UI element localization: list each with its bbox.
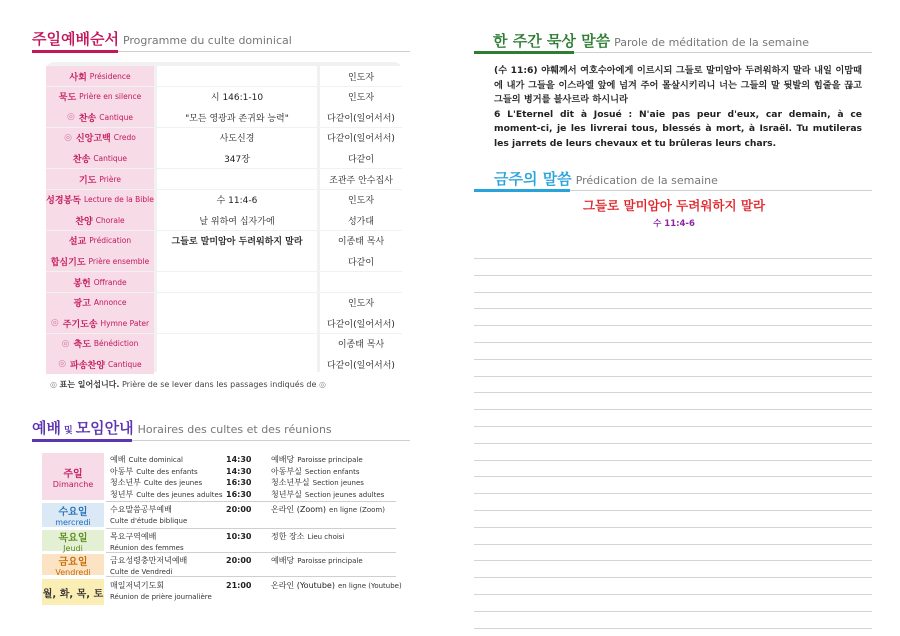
program-row-label-fr: Hymne Pater	[100, 318, 150, 328]
schedule-event-fr: Culte des jeunes adultes	[136, 490, 223, 499]
program-row	[46, 231, 402, 251]
note-line	[474, 342, 872, 343]
program-row-label-fr: Offrande	[93, 277, 127, 287]
circle-mark-icon: ◎	[50, 318, 59, 329]
schedule-event-ko: 수요말씀공부예배	[110, 505, 172, 514]
schedule-separator	[106, 552, 396, 553]
program-row	[46, 107, 402, 127]
schedule-place-fr: Paroisse principale	[297, 557, 363, 565]
schedule-time: 14:30	[226, 466, 252, 476]
meditation-text-fr: 6 L'Eternel dit à Josué : N'aie pas peur d'eux, car demain, à ce moment-ci, je les livrerai tous, blessés à mort, à Israël. Tu mutileras les jarrets de leurs chevaux et tu brûleras leurs chars.	[494, 108, 862, 149]
schedule-day-ko: 수요일	[58, 507, 88, 518]
schedule-day-badge	[42, 554, 104, 575]
program-row-label	[46, 190, 154, 210]
preaching-title-fr: Prédication de la semaine	[575, 174, 718, 187]
program-row-label	[46, 354, 154, 374]
schedule-event-fr: Culte dominical	[128, 456, 183, 464]
program-row-content	[157, 334, 317, 354]
standing-note-fr: Prière de se lever dans les passages indiqués de	[122, 380, 317, 389]
program-heading-accent	[32, 50, 118, 53]
schedule-event-fr: Culte des enfants	[136, 467, 198, 476]
note-line	[474, 460, 872, 461]
program-row-content	[157, 293, 317, 313]
sermon-title: 그들로 말미암아 두려워하지 말라	[582, 198, 766, 213]
program-row-leader: 다같이(일어서서)	[320, 128, 402, 148]
meditation-text-ko: (수 11:6) 야훼께서 여호수아에게 이르시되 그들로 말미암아 두려워하지 말라 내일 이맘때에 내가 그들을 이스라엘 앞에 넘겨 주어 몰살시키리니 너는 그들의 말 뒷발의 힘줄을 끊고 그들의 병거를 불사르라 하시니라	[494, 65, 862, 106]
schedule-event	[110, 531, 156, 542]
schedule-place-fr: Section enfants	[304, 467, 360, 476]
schedule-event-ko: 예배	[110, 455, 126, 464]
schedule-day-badge	[42, 579, 104, 605]
schedule-separator	[106, 501, 396, 502]
program-row	[46, 87, 402, 107]
sermon-reference: 수 11:4-6	[653, 219, 695, 229]
schedule-day-badge	[42, 453, 104, 500]
note-line	[474, 628, 872, 629]
program-row-label-ko: 주기도송	[62, 319, 98, 330]
schedule-place	[271, 489, 384, 500]
program-row-leader: 인도자	[320, 87, 402, 107]
program-row-label	[46, 107, 154, 127]
meditation-title-fr: Parole de méditation de la semaine	[614, 36, 809, 49]
program-row-label-ko: 찬송	[78, 113, 97, 124]
meditation-heading-accent	[474, 51, 574, 54]
program-row-leader: 인도자	[320, 293, 402, 313]
schedule-place-fr: en ligne (Youtube)	[337, 582, 402, 590]
program-heading	[32, 28, 292, 49]
note-line	[474, 275, 872, 276]
schedule-place	[271, 580, 402, 591]
schedule-event	[110, 580, 164, 591]
schedule-time: 20:00	[226, 556, 252, 565]
program-row-leader: 인도자	[320, 190, 402, 210]
program-row	[46, 190, 402, 210]
schedule-place-ko: 예배당	[271, 556, 295, 565]
schedule-day-fr: Dimanche	[52, 479, 94, 489]
schedule-place	[271, 454, 363, 465]
program-row-content	[157, 354, 317, 374]
program-row-label-fr: Présidence	[89, 71, 131, 81]
schedule-place-ko: 예배당	[271, 455, 295, 464]
schedule-event-ko: 청소년부	[110, 478, 141, 487]
program-row	[46, 148, 402, 168]
schedule-event	[110, 504, 172, 515]
schedule-event-ko: 금요성령충만저녁예배	[110, 556, 188, 565]
note-line	[474, 426, 872, 427]
schedule-event-ko: 매일저녁기도회	[110, 581, 165, 590]
note-line	[474, 443, 872, 444]
program-row-content	[157, 66, 317, 86]
schedule-event-fr: Réunion des femmes	[110, 544, 184, 552]
schedule-place	[271, 531, 344, 542]
schedule-time: 16:30	[226, 478, 252, 487]
program-row-leader: 다같이	[320, 148, 402, 168]
program-row-content	[157, 272, 317, 292]
note-line	[474, 493, 872, 494]
schedule-time: 10:30	[226, 532, 252, 541]
schedule-event-fr: Réunion de prière journalière	[110, 593, 212, 601]
program-row	[46, 313, 402, 333]
program-row-label-ko: 성경봉독	[46, 196, 81, 207]
program-title-fr: Programme du culte dominical	[122, 34, 292, 47]
schedule-place	[271, 477, 364, 488]
standing-note-end-mark: ◎	[318, 380, 326, 389]
program-row-label-fr: Prière ensemble	[88, 256, 150, 266]
note-line	[474, 376, 872, 377]
schedule-day-fr: Jeudi	[63, 543, 83, 553]
program-row-label-ko: 기도	[78, 175, 97, 186]
note-line	[474, 544, 872, 545]
preaching-heading-accent	[474, 189, 570, 192]
program-row-label-ko: 광고	[73, 299, 91, 310]
schedule-day-fr: mercredi	[55, 518, 91, 527]
program-row	[46, 66, 402, 86]
program-row-label	[46, 293, 154, 313]
note-line	[474, 359, 872, 360]
schedule-day-ko: 월, 화, 목, 토	[42, 588, 104, 600]
program-row-label-ko: 파송찬양	[70, 360, 105, 371]
program-row-label-ko: 묵도	[58, 93, 77, 104]
schedule-place-fr: Lieu choisi	[307, 533, 345, 541]
circle-mark-icon: ◎	[64, 132, 72, 143]
schedule-day-badge	[42, 530, 104, 551]
schedule-place-ko: 온라인 (Zoom)	[271, 505, 327, 514]
program-row-label-fr: Chorale	[95, 215, 125, 225]
circle-mark-icon: ◎	[67, 112, 75, 123]
program-row-label-fr: Prière en silence	[79, 92, 142, 102]
program-row-content: "모든 영광과 존귀와 능력"	[157, 107, 317, 127]
note-line	[474, 409, 872, 410]
program-row-leader: 성가대	[320, 210, 402, 230]
schedule-event-ko: 아동부	[110, 466, 134, 476]
program-row-label	[46, 231, 154, 251]
note-line	[474, 392, 872, 393]
circle-mark-icon: ◎	[58, 359, 67, 370]
program-row-content	[157, 313, 317, 333]
program-row-label	[46, 313, 154, 333]
program-row-label	[46, 87, 154, 107]
note-line	[474, 292, 872, 293]
program-row-leader: 다같이	[320, 251, 402, 271]
schedule-day-ko: 목요일	[58, 532, 88, 544]
meditation-title-ko: 한 주간 묵상 말씀	[493, 32, 611, 50]
program-row-label-ko: 축도	[73, 340, 91, 351]
program-row-leader: 다같이(일어서서)	[320, 313, 402, 333]
program-row	[46, 128, 402, 148]
schedule-place-fr: en ligne (Zoom)	[329, 506, 385, 514]
schedule-event	[110, 515, 187, 526]
program-row-label	[46, 169, 154, 189]
schedule-title-fr: Horaires des cultes et des réunions	[137, 423, 332, 436]
note-line	[474, 476, 872, 477]
program-row-label-ko: 사회	[69, 72, 87, 83]
note-line	[474, 577, 872, 578]
schedule-place-ko: 청소년부실	[271, 478, 310, 487]
schedule-group	[42, 579, 402, 605]
program-row-leader: 다같이(일어서서)	[320, 354, 402, 374]
schedule-day-badge	[42, 503, 104, 527]
program-row-label	[46, 128, 154, 148]
meditation-text	[494, 64, 862, 152]
schedule-group	[42, 453, 398, 500]
schedule-heading	[32, 417, 332, 438]
schedule-event-ko: 목요구역예배	[110, 532, 157, 541]
program-row-label-fr: Prédication	[89, 236, 132, 246]
schedule-separator	[106, 528, 396, 529]
circle-mark-icon: ◎	[61, 338, 70, 349]
note-line	[474, 258, 872, 259]
schedule-place-ko: 청년부실	[271, 489, 302, 499]
program-row-label-fr: Bénédiction	[93, 339, 139, 349]
program-row-leader: 조관주 안수집사	[320, 169, 402, 189]
program-row-label	[46, 251, 154, 271]
schedule-event-fr: Culte de Vendredi	[110, 568, 173, 576]
program-row	[46, 354, 402, 374]
note-line	[474, 594, 872, 595]
schedule-title-ko2: 모임안내	[75, 419, 134, 437]
preaching-heading	[494, 168, 718, 189]
note-line	[474, 560, 872, 561]
program-row-label-fr: Cantique	[93, 153, 128, 163]
program-row-label	[46, 272, 154, 292]
meditation-heading	[493, 30, 809, 51]
program-row-label-ko: 설교	[68, 237, 87, 248]
program-row-label-ko: 봉헌	[73, 278, 91, 289]
schedule-time: 20:00	[226, 505, 252, 514]
schedule-event	[110, 555, 187, 566]
program-row	[46, 293, 402, 313]
standing-note-ko: 표는 일어섭니다.	[59, 380, 120, 389]
note-line	[474, 325, 872, 326]
schedule-day-ko: 금요일	[58, 556, 88, 568]
schedule-place-fr: Section jeunes adultes	[304, 490, 385, 499]
program-row-label-fr: Lecture de la Bible	[83, 195, 154, 205]
schedule-separator	[106, 576, 396, 577]
schedule-heading-accent	[32, 439, 132, 442]
schedule-title-ko: 예배	[32, 419, 61, 437]
schedule-day-ko: 주일	[63, 468, 83, 480]
schedule-event-fr: Culte d'étude biblique	[110, 517, 188, 525]
program-row-label	[46, 66, 154, 86]
schedule-time: 21:00	[226, 581, 252, 590]
schedule-day-fr: Vendredi	[55, 567, 91, 577]
schedule-group	[42, 530, 398, 551]
schedule-event	[110, 477, 202, 488]
standing-note	[50, 379, 326, 390]
program-row	[46, 210, 402, 230]
program-row-content: 수 11:4-6	[157, 190, 317, 210]
schedule-place	[271, 466, 359, 477]
program-table	[46, 62, 402, 372]
program-row-label-fr: Credo	[113, 133, 136, 143]
program-row-leader: 인도자	[320, 66, 402, 86]
schedule-group	[42, 503, 398, 527]
schedule-group	[42, 554, 398, 575]
program-row	[46, 334, 402, 354]
schedule-place-ko: 아동부실	[271, 466, 302, 476]
program-row-label-ko: 찬송	[72, 154, 91, 165]
program-row-label	[46, 210, 154, 230]
note-line	[474, 510, 872, 511]
note-line	[474, 527, 872, 528]
program-row-label-fr: Annonce	[93, 298, 127, 308]
schedule-event	[110, 454, 183, 465]
schedule-place-ko: 정한 장소	[271, 532, 305, 541]
note-line	[474, 308, 872, 309]
schedule-place-ko: 온라인 (Youtube)	[271, 581, 335, 590]
program-row-label-ko: 신앙고백	[75, 134, 111, 145]
schedule-time: 14:30	[226, 455, 252, 464]
schedule-place	[271, 504, 385, 515]
program-row-label	[46, 148, 154, 168]
program-row-label-fr: Prière	[99, 174, 122, 184]
preaching-title-ko: 금주의 말씀	[494, 170, 572, 188]
schedule-event	[110, 591, 212, 602]
schedule-place-fr: Section jeunes	[312, 479, 364, 487]
program-row-content: 날 위하여 십자가에	[157, 210, 317, 230]
program-row-label-fr: Cantique	[107, 359, 142, 369]
schedule-title-and: 및	[63, 426, 73, 436]
program-row-label-ko: 찬양	[75, 216, 93, 227]
schedule-event-fr: Culte des jeunes	[143, 479, 203, 487]
program-row-content	[157, 251, 317, 271]
schedule-event	[110, 489, 222, 500]
program-row-leader: 다같이(일어서서)	[320, 107, 402, 127]
program-row-leader: 이종태 목사	[320, 231, 402, 251]
program-row-label-fr: Cantique	[99, 112, 133, 122]
program-row-label	[46, 334, 154, 354]
note-line	[474, 611, 872, 612]
standing-note-mark: ◎	[50, 380, 57, 389]
program-row-label-ko: 합심기도	[50, 257, 86, 268]
program-row	[46, 251, 402, 271]
schedule-time: 16:30	[226, 489, 252, 499]
program-title-ko: 주일예배순서	[32, 30, 119, 48]
program-row-content: 사도신경	[157, 128, 317, 148]
schedule-place	[271, 555, 363, 566]
program-row-content: 시 146:1-10	[157, 87, 317, 107]
schedule-place-fr: Paroisse principale	[297, 456, 363, 464]
program-row	[46, 169, 402, 189]
program-row	[46, 272, 402, 292]
program-row-leader: 이종태 목사	[320, 334, 402, 354]
program-row-content: 347장	[157, 148, 317, 168]
schedule-event	[110, 466, 198, 477]
program-row-leader	[320, 272, 402, 292]
schedule-event-ko: 청년부	[110, 489, 134, 499]
program-row-content	[157, 169, 317, 189]
program-row-content: 그들로 말미암아 두려워하지 말라	[157, 231, 317, 251]
